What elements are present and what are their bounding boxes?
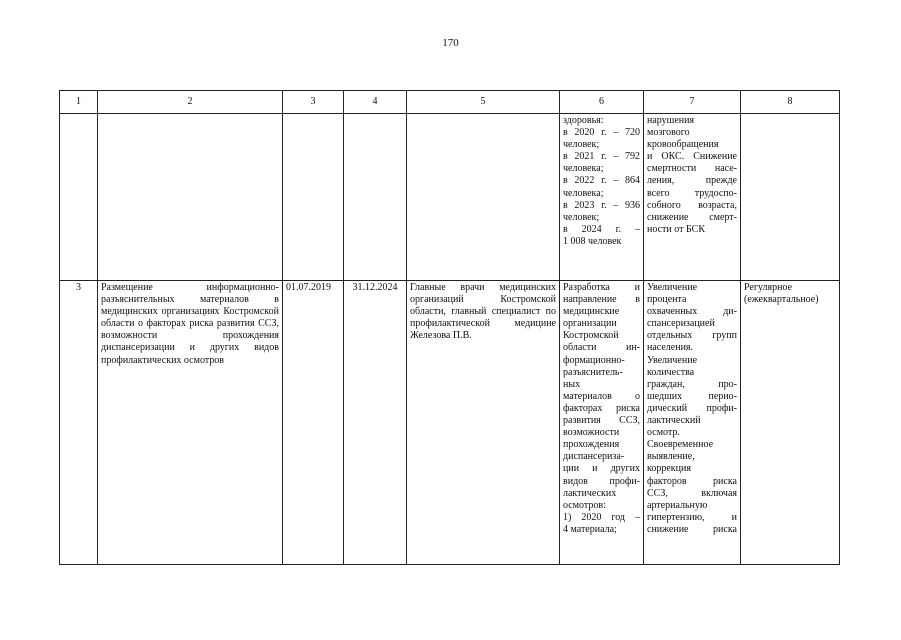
indicator-line: ления, прежде (647, 175, 737, 187)
indicator-line: нарушения (647, 115, 695, 126)
indicator-line: шедших перио- (647, 390, 737, 402)
indicator-line: и ОКС. Снижение (647, 151, 737, 163)
indicator-cell (644, 114, 741, 281)
indicator-line: всего трудоспо- (647, 187, 737, 199)
table-row (60, 114, 840, 281)
row-number (60, 114, 98, 281)
result-line: ных (563, 378, 581, 390)
result-line: 4 материала; (563, 523, 617, 535)
indicator-line: населения. (647, 342, 694, 354)
indicator-line: Увеличение (647, 282, 698, 293)
result-line: в 2024 г. – (563, 223, 640, 235)
result-line: организации (563, 318, 617, 330)
page-number: 170 (442, 37, 459, 49)
result-cell (560, 114, 644, 281)
result-line: в 2021 г. – 792 (563, 151, 640, 163)
result-cell (560, 281, 644, 565)
indicator-line: осмотр. (647, 427, 680, 439)
col-header-1: 1 (60, 91, 98, 114)
activity-cell (98, 114, 283, 281)
result-line: формационно- (563, 354, 625, 366)
indicator-line: снижение риска (647, 523, 737, 535)
col-header-4: 4 (344, 91, 407, 114)
result-line: в 2022 г. – 864 (563, 175, 640, 187)
result-line: Разработка и (563, 282, 640, 293)
result-line: видов профи- (563, 475, 640, 487)
col-header-8: 8 (741, 91, 840, 114)
indicator-line: граждан, про- (647, 378, 737, 390)
responsible-cell: Главные врачи медицинских организаций Костромской области, главный специалист по профилактической медицине Железова П.В. (407, 281, 560, 565)
row-number: 3 (60, 281, 98, 565)
col-header-3: 3 (283, 91, 344, 114)
col-header-6: 6 (560, 91, 644, 114)
result-line: 1) 2020 год – (563, 511, 640, 523)
result-line: человека; (563, 187, 604, 199)
indicator-line: мозгового (647, 127, 690, 139)
result-line: в 2020 г. – 720 (563, 127, 640, 139)
start-date-cell: 01.07.2019 (283, 281, 344, 565)
indicator-line: Своевременное (647, 439, 714, 451)
result-line: возможности (563, 427, 620, 439)
result-line: области ин- (563, 342, 640, 354)
col-header-5: 5 (407, 91, 560, 114)
result-line: человек; (563, 211, 600, 223)
indicator-line: выявление, (647, 451, 695, 463)
indicator-line: снижение смерт- (647, 211, 737, 223)
result-line: диспансериза- (563, 451, 625, 463)
table-row (60, 281, 840, 565)
header-row (60, 91, 840, 114)
indicator-line: спансеризацией (647, 318, 715, 330)
indicator-line: Увеличение (647, 354, 698, 366)
frequency-cell: Регулярное (ежеквартальное) (741, 281, 840, 565)
result-line: здоровья: (563, 115, 604, 126)
result-line: в 2023 г. – 936 (563, 199, 640, 211)
indicator-line: количества (647, 366, 695, 378)
indicator-cell (644, 281, 741, 565)
result-line: прохождения (563, 439, 620, 451)
activity-cell: Размещение информационно-разъяснительных материалов в медицинских организациях Костромской области о факторах риска развития ССЗ, возможности прохождения диспансеризации и других видов профилактических осмотров (98, 281, 283, 565)
result-line: 1 008 человек (563, 235, 622, 247)
end-date-cell (344, 114, 407, 281)
result-line: Костромской (563, 330, 619, 342)
indicator-line: ССЗ, включая (647, 487, 737, 499)
result-line: разъяснитель- (563, 366, 623, 378)
result-line: осмотров: (563, 499, 606, 511)
indicator-line: охваченных ди- (647, 306, 737, 318)
measures-table (59, 90, 840, 565)
indicator-line: кровообращения (647, 139, 719, 151)
responsible-cell (407, 114, 560, 281)
frequency-cell (741, 114, 840, 281)
start-date-cell (283, 114, 344, 281)
col-header-7: 7 (644, 91, 741, 114)
indicator-line: лактический (647, 415, 701, 427)
indicator-line: отдельных групп (647, 330, 737, 342)
result-line: лактических (563, 487, 617, 499)
result-line: материалов о (563, 390, 640, 402)
indicator-line: ности от БСК (647, 223, 706, 235)
indicator-line: гипертензию, и (647, 511, 737, 523)
result-line: человек; (563, 139, 600, 151)
result-line: человека; (563, 163, 604, 175)
indicator-line: коррекция (647, 463, 691, 475)
result-line: медицинские (563, 306, 620, 318)
end-date-cell: 31.12.2024 (344, 281, 407, 565)
indicator-line: собного возраста, (647, 199, 737, 211)
result-line: развития ССЗ, (563, 415, 640, 427)
col-header-2: 2 (98, 91, 283, 114)
indicator-line: смертности насе- (647, 163, 737, 175)
indicator-line: артериальную (647, 499, 708, 511)
result-line: направление в (563, 294, 640, 306)
indicator-line: процента (647, 294, 687, 306)
indicator-line: дический профи- (647, 402, 737, 414)
indicator-line: факторов риска (647, 475, 737, 487)
result-line: ции и других (563, 463, 640, 475)
result-line: факторах риска (563, 402, 640, 414)
